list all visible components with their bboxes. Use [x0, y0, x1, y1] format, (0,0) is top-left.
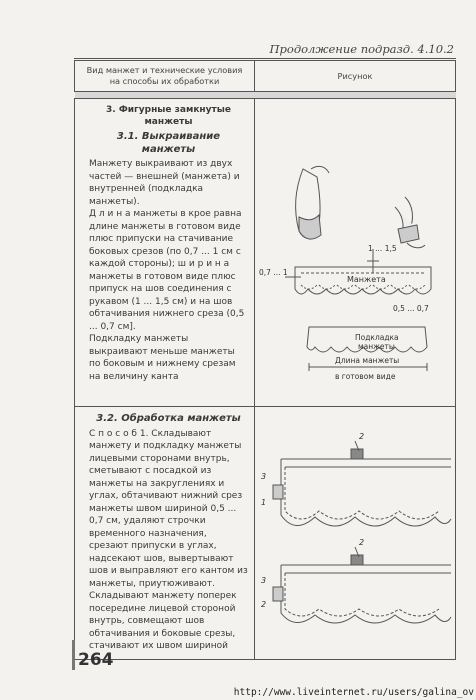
paragraph: Складывают манжету поперек посередине лицевой стороной внутрь, совмещают шов обтачивания и боковые срезы, стачивают их швом шириной — [89, 591, 237, 651]
dim-top-label: 1 ... 1,5 — [368, 244, 397, 253]
cuff-processing-diagram — [255, 407, 455, 652]
spec-table — [74, 60, 456, 660]
source-url: http://www.liveinternet.ru/users/galina_ov — [233, 687, 474, 698]
cuff-cutting-diagram — [255, 99, 455, 399]
marker-3-lower: 3 — [261, 576, 267, 585]
marker-2b-lower: 2 — [261, 600, 267, 609]
page-number: 264 — [78, 650, 114, 670]
figure-cuff-cutting — [255, 99, 456, 407]
page-number-bar — [72, 640, 75, 670]
separator-band — [255, 92, 456, 99]
marker-2-lower: 2 — [359, 538, 365, 547]
marker-2: 2 — [359, 432, 365, 441]
column-header-type: Вид манжет и технические условия на способы их обработки — [75, 61, 255, 92]
section-32-text — [75, 407, 255, 660]
length-label-2: в готовом виде — [335, 372, 396, 381]
running-header: Продолжение подразд. 4.10.2 — [269, 42, 454, 56]
dim-bottom-label: 0,5 ... 0,7 — [393, 304, 429, 313]
dim-left-label: 0,7 ... 1 — [259, 268, 288, 277]
section-3-text — [75, 99, 255, 407]
section-title: 3. Фигурные замкнутые манжеты — [106, 105, 231, 127]
lining-label-1: Подкладка — [355, 333, 399, 342]
paragraph: Подкладку манжеты выкраивают меньше манжеты по боковым и нижнему срезам на величину канта — [89, 334, 236, 382]
marker-1: 1 — [261, 498, 267, 507]
process-diagram-bottom — [273, 547, 451, 623]
cuff-label: Манжета — [347, 275, 386, 284]
paragraph: С п о с о б 1. Складывают манжету и подкладку манжеты лицевыми сторонами внутрь, сметывают с посадкой из манжеты на закруглениях и углах, обтачивают нижний срез манжеты швом шириной 0,5 ... 0,7 см, удаляют строчки временного назначения, срезают припуски в углах, надсекают шов, вывертывают шов и выправляют его кантом из манжеты, приутюживают. — [89, 428, 248, 589]
process-diagram-top — [273, 441, 451, 526]
paragraph: Д л и н а манжеты в крое равна длине манжеты в готовом виде плюс припуски на стачивание боковых срезов (по 0,7 ... 1 см с каждой стороны); ш и р и н а манжеты в готовом виде плюс припуск на шов соединения с рукавом (1 ... 1,5 см) и на шов обтачивания нижнего среза (0,5 ... 0,7 см]. — [89, 209, 245, 332]
lining-label-2: манжеты — [358, 342, 395, 351]
top-rule — [74, 58, 456, 59]
figure-cuff-processing — [255, 407, 456, 660]
column-header-figure: Рисунок — [255, 61, 456, 92]
subsection-title: 3.2. Обработка манжеты — [96, 413, 241, 424]
length-label-1: Длина манжеты — [335, 356, 400, 365]
marker-3: 3 — [261, 472, 267, 481]
separator-band — [75, 92, 255, 99]
paragraph: Манжету выкраивают из двух частей — внешней (манжета) и внутренней (подкладка манжеты). — [89, 159, 240, 207]
sleeve-sketch — [296, 166, 425, 247]
subsection-title: 3.1. Выкраивание манжеты — [116, 131, 221, 155]
